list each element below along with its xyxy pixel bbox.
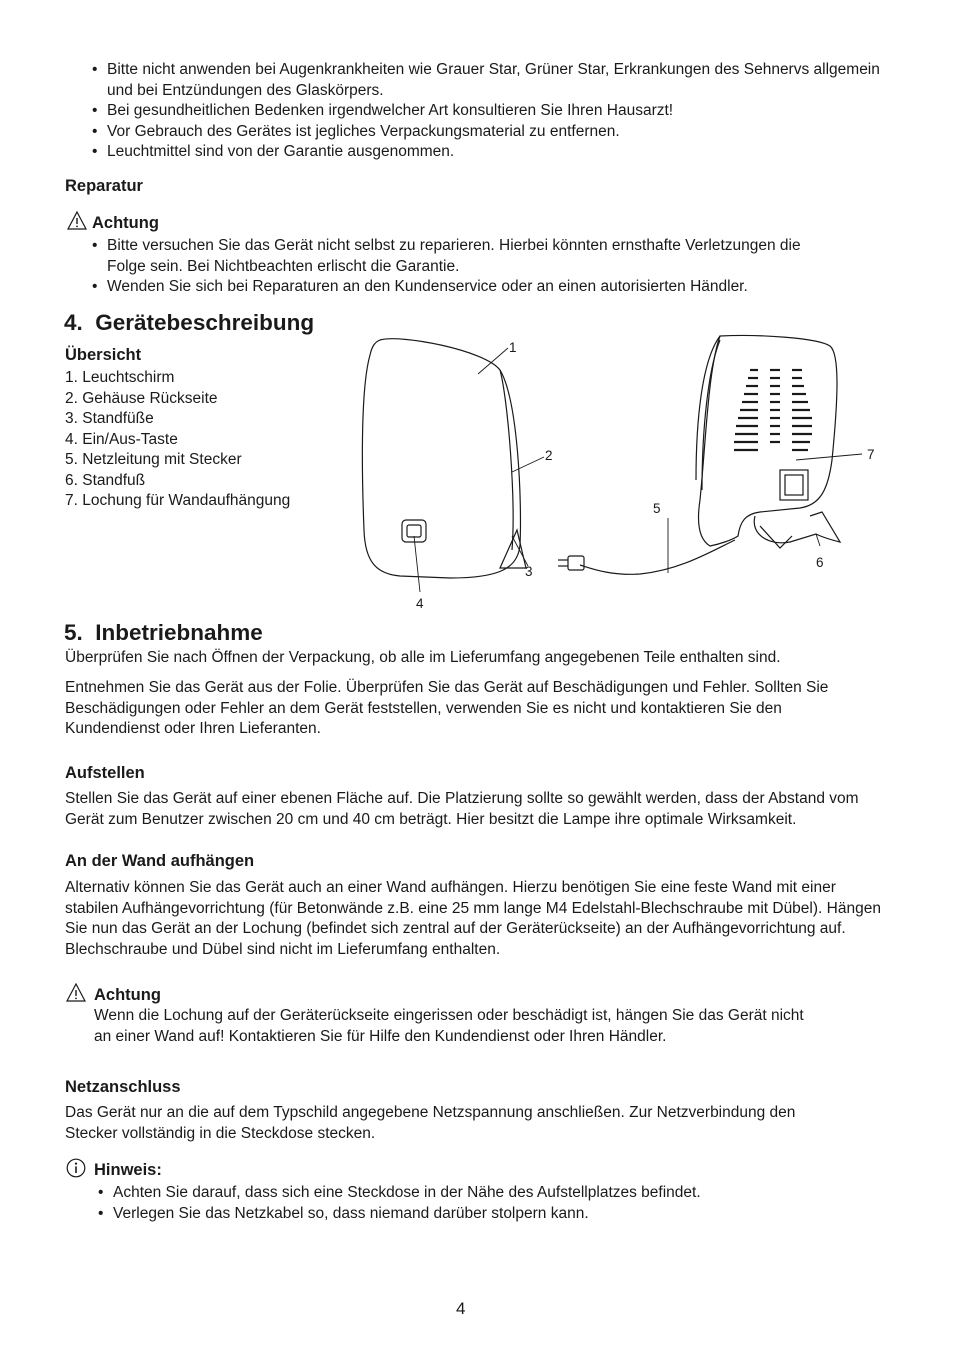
section5-heading: 5. Inbetriebnahme <box>64 620 263 645</box>
reparatur-warning-title <box>67 211 159 235</box>
callout-label-4: 4 <box>416 596 424 611</box>
list-item: • Leuchtmittel sind von der Garantie ausgenommen. <box>92 142 892 163</box>
section5-para2: Entnehmen Sie das Gerät aus der Folie. Überprüfen Sie das Gerät auf Beschädigungen und Fehler. Sollten Sie Beschädigungen oder Fehler an dem Gerät feststellen, verwenden Sie es nicht und kontaktieren Sie den Kundendienst oder Ihren Lieferanten. <box>65 679 829 737</box>
section4-heading: 4. Gerätebeschreibung <box>64 310 315 335</box>
list-item: • Bitte versuchen Sie das Gerät nicht selbst zu reparieren. Hierbei könnten ernsthafte Verletzungen die Folge sein. Bei Nichtbeachten erlischt die Garantie. <box>92 236 832 277</box>
callout-label-1: 1 <box>509 340 517 355</box>
callout-label-5: 5 <box>653 501 661 516</box>
overview-item: 4. Ein/Aus-Taste <box>65 430 178 448</box>
list-item: • Verlegen Sie das Netzkabel so, dass niemand darüber stolpern kann. <box>98 1204 858 1225</box>
list-item: • Vor Gebrauch des Gerätes ist jegliches Verpackungsmaterial zu entfernen. <box>92 122 892 143</box>
overview-list <box>65 368 290 512</box>
overview-item: 3. Standfüße <box>65 410 154 427</box>
overview-item: 1. Leuchtschirm <box>65 369 175 386</box>
overview-heading: Übersicht <box>65 346 142 364</box>
reparatur-bullet-list <box>92 236 832 298</box>
aufstellen-heading: Aufstellen <box>65 764 145 782</box>
warning-label: Achtung <box>92 213 159 232</box>
netz-heading: Netzanschluss <box>65 1078 181 1096</box>
info-icon <box>66 1158 86 1183</box>
warning-triangle-icon <box>66 983 86 1007</box>
callout-label-3: 3 <box>525 564 533 579</box>
page-number: 4 <box>456 1299 466 1318</box>
callout-label-7: 7 <box>867 447 875 462</box>
overview-item: 6. Standfuß <box>65 471 146 489</box>
hinweis-label: Hinweis: <box>94 1161 162 1179</box>
list-item: • Bitte nicht anwenden bei Augenkrankheiten wie Grauer Star, Grüner Star, Erkrankungen des Sehnervs allgemein und bei Entzündungen des Glaskörpers. <box>92 60 892 101</box>
wand-text: Alternativ können Sie das Gerät auch an einer Wand aufhängen. Hierzu benötigen Sie eine feste Wand mit einer stabilen Aufhängevorrichtung (für Betonwände z.B. eine 25 mm lange M4 Edelstahl-Blechschraube mit Dübel). Hängen Sie nun das Gerät an der Lochung (befindet sich zentral auf der Geräterückseite) an der Aufhängevorrichtung auf. Blechschraube und Dübel sind nicht im Lieferumfang enthalten. <box>65 879 881 958</box>
intro-bullet-list <box>92 60 892 163</box>
list-item: • Bei gesundheitlichen Bedenken irgendwelcher Art konsultieren Sie Ihren Hausarzt! <box>92 101 892 122</box>
list-item: • Achten Sie darauf, dass sich eine Steckdose in der Nähe des Aufstellplatzes befindet. <box>98 1183 858 1204</box>
wand-warning-text: Wenn die Lochung auf der Geräterückseite eingerissen oder beschädigt ist, hängen Sie das Gerät nicht an einer Wand auf! Kontaktieren Sie für Hilfe den Kundendienst oder Ihren Händler. <box>94 1007 804 1045</box>
list-item: • Wenden Sie sich bei Reparaturen an den Kundenservice oder an einen autorisierten Händler. <box>92 277 832 298</box>
callout-label-2: 2 <box>545 448 553 463</box>
warning-triangle-icon <box>67 211 87 235</box>
reparatur-heading: Reparatur <box>65 177 143 195</box>
warning-label: Achtung <box>94 985 161 1004</box>
callout-label-6: 6 <box>816 555 824 570</box>
aufstellen-text: Stellen Sie das Gerät auf einer ebenen Fläche auf. Die Platzierung sollte so gewählt werden, dass der Abstand vom Gerät zum Benutzer zwischen 20 cm und 40 cm beträgt. Hier besitzt die Lampe ihre optimale Wirksamkeit. <box>65 790 859 828</box>
overview-item: 2. Gehäuse Rückseite <box>65 389 218 407</box>
wand-heading: An der Wand aufhängen <box>65 852 255 870</box>
hinweis-bullet-list <box>98 1183 858 1224</box>
overview-item: 7. Lochung für Wandaufhängung <box>65 492 291 509</box>
wand-warning-title <box>66 983 161 1007</box>
hinweis-title <box>66 1158 162 1183</box>
netz-text: Das Gerät nur an die auf dem Typschild angegebene Netzspannung anschließen. Zur Netzverbindung den Stecker vollständig in die Steckdose stecken. <box>65 1104 796 1142</box>
overview-item: 5. Netzleitung mit Stecker <box>65 451 242 468</box>
section5-para1: Überprüfen Sie nach Öffnen der Verpackung, ob alle im Lieferumfang angegebenen Teile enthalten sind. <box>65 649 781 666</box>
device-illustration <box>340 330 900 620</box>
